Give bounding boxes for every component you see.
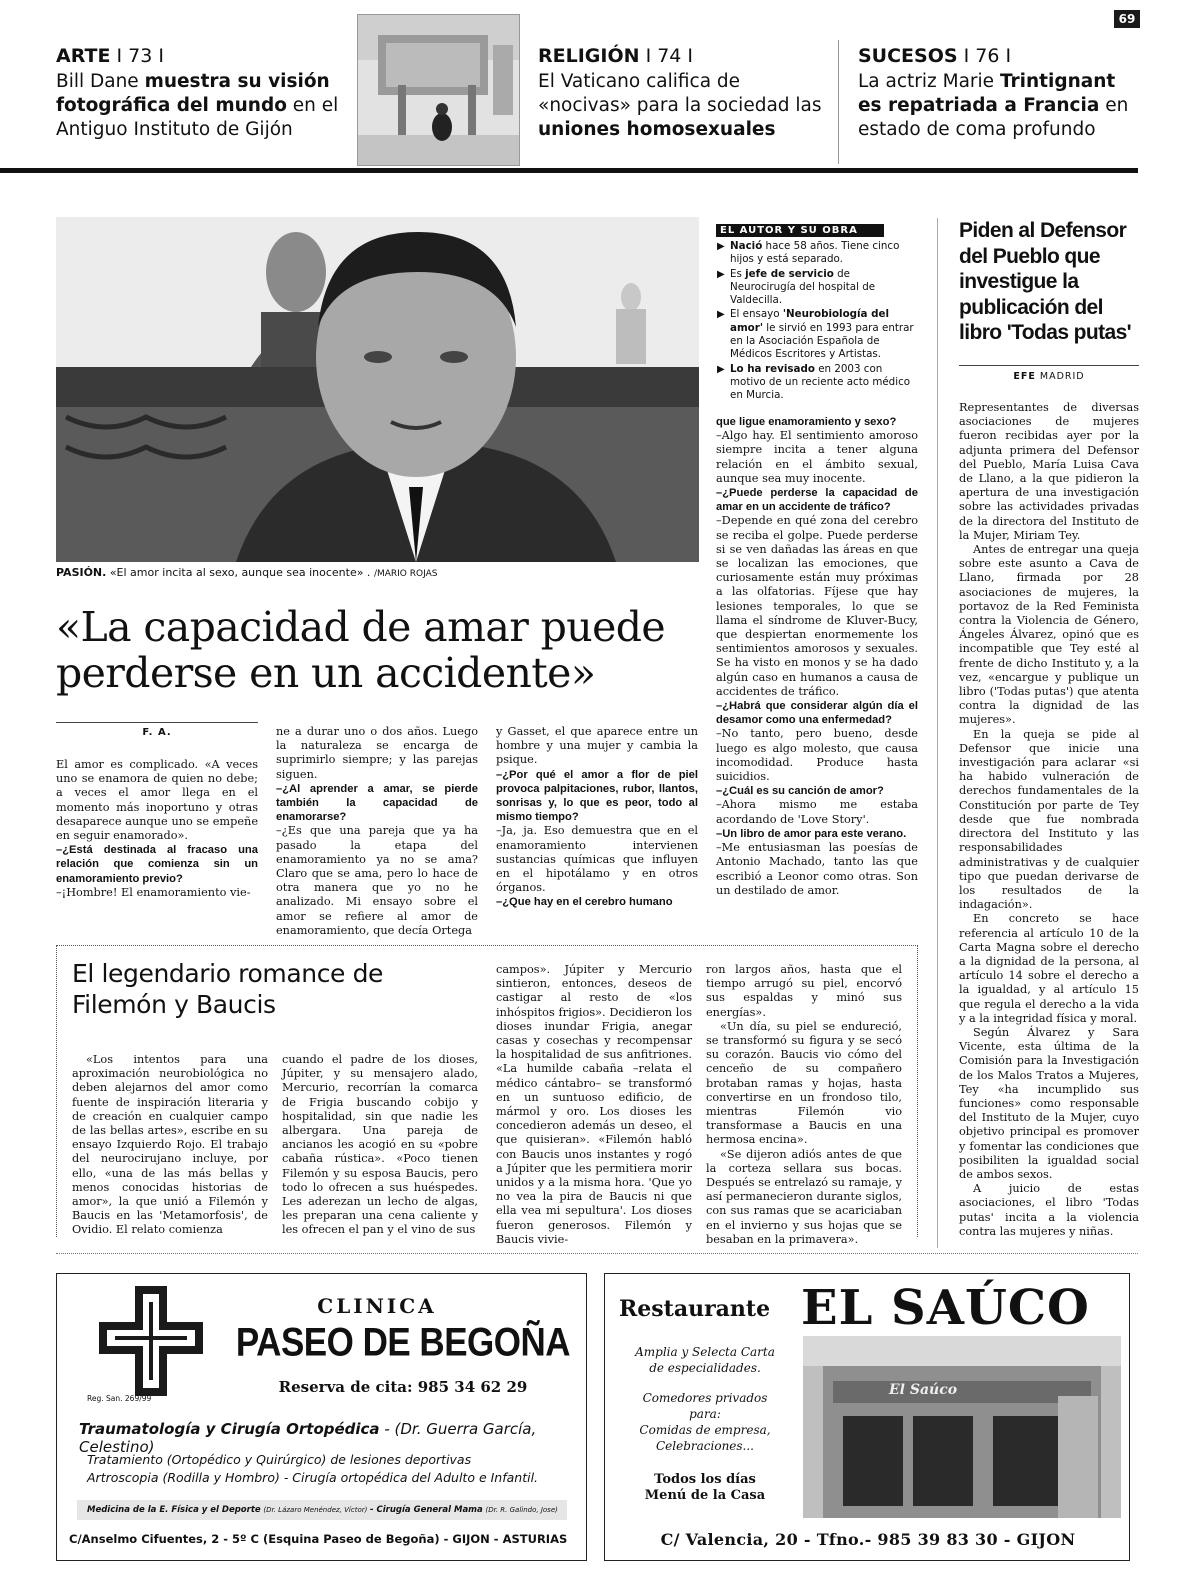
author-box-title: EL AUTOR Y SU OBRA: [716, 224, 884, 237]
author-item-text: Es: [730, 267, 746, 280]
clinic-specialty: [79, 1420, 579, 1456]
clinic-label: CLINICA: [317, 1294, 437, 1318]
clinic-specialty-doctor: - (Dr. Guerra García, Celestino): [79, 1420, 537, 1456]
side-body: [959, 401, 1139, 1239]
romance-paragraph: campos». Júpiter y Mercurio sintieron, entonces, deseos de castigar al resto de «los inhóspitos frigios». Decidieron los dioses inundar Frigia, anegar casas y cosechas y recompensar la hospitalidad de sus anfitriones. «La humilde cabaña –relata el médico cántabro– se transformó en un suntuoso edificio, de mármol y oro. Los dioses les concedieron además un deseo, el que quisieran». «Filemón habló con Baucis unos instantes y rogó a Júpiter que les permitiera morir unidos y a la misma hora. 'Que yo no vea la pira de Baucis ni que ella vea mi sepultura'. Los dioses fueron generosos. Filemón y Baucis vivie-: [496, 963, 692, 1246]
author-item: [716, 308, 918, 361]
caption-label: PASIÓN.: [56, 566, 107, 579]
author-item-text: jefe de servicio: [745, 267, 834, 280]
portrait-photo: [56, 217, 699, 562]
info-line: Comedores privados: [642, 1391, 768, 1405]
author-item: [716, 363, 918, 403]
column-divider: [937, 218, 938, 1248]
agency-name: EFE: [1013, 371, 1036, 382]
interview-answer: El amor es complicado. «A veces uno se enamora de quien no debe; a veces el amor llega en el momento más inoportuno y otras desaparece aunque uno se empeñe en seguir enamorado».: [56, 758, 258, 843]
author-item-text: hace 58 años. Tiene cinco hijos y está separado.: [730, 240, 900, 266]
teaser-section: SUCESOS: [858, 45, 958, 67]
restaurant-ad[interactable]: [604, 1273, 1130, 1561]
interview-answer: y Gasset, el que aparece entre un hombre y una mujer y cambia la psique.: [496, 725, 698, 767]
side-agency-rule: [959, 365, 1139, 366]
interview-answer: –No tanto, pero bueno, desde luego es algo molesto, que causa incomodidad. Produce hasta suicidios.: [716, 727, 918, 784]
interview-question: –¿Cuál es su canción de amor?: [716, 785, 884, 798]
info-line: Celebraciones...: [655, 1439, 754, 1453]
article-column-4: [716, 415, 918, 898]
restaurant-name: EL SAÚCO: [801, 1280, 1090, 1336]
gallery-illustration: [358, 15, 520, 166]
clinic-phone: Reserva de cita: 985 34 62 29: [278, 1378, 528, 1396]
interview-question: –¿Al aprender a amar, se pierde también la capacidad de enamorarse?: [276, 782, 478, 824]
author-item-text: le sirvió en 1993 para entrar en la Asociación Española de Médicos Escritores y Artistas.: [730, 321, 914, 361]
clinic-artroscopia: Artroscopia (Rodilla y Hombro) - Cirugía ortopédica del Adulto e Infantil.: [87, 1470, 539, 1485]
interview-question: –¿Que hay en el cerebro humano: [496, 896, 673, 909]
page-number: 69: [1114, 10, 1140, 28]
teaser-text-part: uniones homosexuales: [538, 119, 776, 140]
byline: F. A.: [142, 727, 172, 738]
romance-column-4: [706, 963, 902, 1247]
cross-logo-icon: [99, 1286, 203, 1396]
main-photo: [56, 217, 699, 562]
clinic-name: PASEO DE BEGOÑA: [235, 1320, 571, 1365]
article-column-2: [276, 725, 478, 938]
info-line: de especialidades.: [649, 1361, 761, 1375]
clinic-specialty-main: Traumatología y Cirugía Ortopédica: [79, 1420, 380, 1438]
info-line: Menú de la Casa: [644, 1488, 766, 1503]
teaser-text-part: El Vaticano califica de «nocivas» para la sociedad las: [538, 71, 822, 116]
teaser-arte[interactable]: [56, 44, 346, 142]
side-paragraph: En la queja se pide al Defensor que inicie una investigación para aclarar «si ha habido vulneración de derechos fundamentales de la Constitución por parte de Tey desde que fue nombrada directora del Instituto y las responsabilidades administrativas y de cualquier tipo que puedan derivarse de los resultados de la indagación».: [959, 727, 1139, 912]
byline-rule: [56, 722, 258, 723]
romance-headline: El legendario romance de Filemón y Baucis: [72, 959, 384, 1019]
teaser-page: I 74 I: [645, 45, 694, 67]
interview-answer: –Ahora mismo me estaba acordando de 'Love Story'.: [716, 798, 918, 826]
teaser-text-part: en estado de coma profundo: [858, 95, 1129, 140]
interview-answer: –¿Es que una pareja que ya ha pasado la etapa del enamoramiento ya no se ama? Claro que se ama, pero lo hace de otra manera que yo no he analizado. Mi ensayo sobre el amor se refiere al amor de enamoramiento, que decía Ortega: [276, 824, 478, 937]
restaurant-address: C/ Valencia, 20 - Tfno.- 985 39 83 30 - GIJON: [660, 1530, 1076, 1549]
top-rule: [0, 168, 1138, 173]
teaser-text: [56, 70, 346, 142]
romance-column-1: [72, 1053, 268, 1238]
teaser-text: [858, 70, 1138, 142]
teaser-text-part: La actriz Marie: [858, 71, 1000, 92]
clinic-tratamiento: Tratamiento (Ortopédico y Quirúrgico) de lesiones deportivas: [87, 1452, 472, 1467]
interview-answer: ne a durar uno o dos años. Luego la naturaleza se encarga de suprimirlo siempre; y las parejas siguen.: [276, 725, 478, 781]
interview-answer: –Ja, ja. Eso demuestra que en el enamoramiento intervienen sustancias químicas que influyen en el hipotálamo y en otros órganos.: [496, 824, 698, 895]
author-box: [716, 218, 918, 404]
teaser-text-part: Trintignant es repatriada a Francia: [858, 71, 1116, 116]
clinic-registration: Reg. San. 269/99: [87, 1394, 152, 1403]
author-box-items: [716, 240, 918, 403]
service-mama-doctor: (Dr. R. Galindo, Jose): [485, 1506, 558, 1514]
teaser-sucesos[interactable]: [858, 44, 1138, 142]
teaser-text-part: Bill Dane: [56, 71, 145, 92]
side-paragraph: Representantes de diversas asociaciones de mujeres fueron recibidas ayer por la adjunta primera del Defensor del Pueblo, María Luisa Cava de Llano, a la que pidieron la apertura de una investigación sobre las actividades privadas de la directora del Instituto de la Mujer, Miriam Tey.: [959, 401, 1139, 542]
romance-column-3: [496, 963, 692, 1247]
restaurant-label: Restaurante: [619, 1296, 771, 1322]
romance-paragraph: ron largos años, hasta que el tiempo arrugó su piel, encorvó sus espaldas y minó sus energías».: [706, 963, 902, 1019]
side-agency: [959, 371, 1139, 382]
info-line: para:: [689, 1407, 721, 1421]
triangle-bullet-icon: ▶: [717, 241, 725, 252]
info-line: Amplia y Selecta Carta: [635, 1345, 775, 1359]
side-paragraph: Según Álvarez y Sara Vicente, esta última de la Comisión para la Investigación de los Malos Tratos a Mujeres, Tey «ha incumplido sus funciones» como responsable del Instituto de la Mujer, cuyo objetivo principal es promover y fomentar las condiciones que posibiliten la igualdad social de ambos sexos.: [959, 1025, 1139, 1181]
triangle-bullet-icon: ▶: [717, 268, 725, 280]
romance-paragraph: «Los intentos para una aproximación neurobiológica no deben alejarnos del amor como fuente de inspiración literaria y de creación en cualquier campo de las bellas artes», escribe en su ensayo Izquierdo Rojo. El trabajo del neurocirujano incluye, por ello, «una de las más bellas y menos conocidas historias de amor», la que unió a Filemón y Baucis en las 'Metamorfosis', de Ovidio. El relato comienza: [72, 1053, 268, 1237]
service-sport: Medicina de la E. Física y el Deporte: [87, 1505, 261, 1515]
side-paragraph: En concreto se hace referencia al artículo 10 de la Carta Magna sobre el derecho a la dignidad de la persona, al artículo 14 sobre el derecho a la igualdad, y al artículo 15 que regula el derecho a la vida y a la integridad física y moral.: [959, 912, 1139, 1025]
teaser-section: ARTE: [56, 45, 111, 67]
author-item-text: en 2003 con motivo de un reciente acto médico en Murcia.: [730, 362, 911, 402]
service-mama: - Cirugía General Mama: [370, 1505, 483, 1515]
teaser-photo: [357, 14, 520, 166]
photo-caption: [56, 566, 696, 581]
interview-answer: –Me entusiasman las poesías de Antonio Machado, tanto las que escribió a Leonor como otras. Son un destilado de amor.: [716, 841, 918, 897]
teaser-page: I 73 I: [116, 45, 164, 67]
interview-answer: –Algo hay. El sentimiento amoroso siempre incita a tener alguna relación en el ámbito sexual, aunque sea muy inocente.: [716, 429, 918, 485]
teaser-text-part: en el Antiguo Instituto de Gijón: [56, 95, 339, 140]
restaurant-facade-photo: [803, 1336, 1121, 1518]
teaser-text-part: muestra su visión fotográfica del mundo: [56, 71, 330, 116]
author-item-text: El ensayo: [730, 308, 783, 321]
ad-divider: [56, 1253, 1138, 1254]
article-column-1: [56, 758, 258, 900]
romance-paragraph: «Se dijeron adiós antes de que la corteza sellara sus bocas. Después se entrelazó su ramaje, y así permanecieron durante siglos, con sus ramas que se acariciaban en el invierno y sus hojas que se besaban en la primavera».: [706, 1147, 902, 1246]
interview-answer: –Depende en qué zona del cerebro se reciba el golpe. Puede perderse si se ven dañadas las áreas en que se localizan las emociones, que curiosamente están muy próximas a las olfatorias. Fíjese que hay lesiones temporales, lo que se llama el síndrome de Kluver-Bucy, que despiertan enormemente los sentimientos amorosos y sexuales. Se ha visto en monos y se ha dado algún caso en humanos a causa de accidentes de tráfico.: [716, 514, 918, 698]
side-headline: Piden al Defensor del Pueblo que investigue la publicación del libro 'Todas putas': [959, 219, 1132, 344]
interview-question: que ligue enamoramiento y sexo?: [716, 416, 897, 428]
teaser-religion[interactable]: [538, 44, 828, 142]
clinic-address: C/Anselmo Cifuentes, 2 - 5º C (Esquina Paseo de Begoña) - GIJON - ASTURIAS: [69, 1532, 568, 1546]
caption-credit: /MARIO ROJAS: [373, 569, 438, 579]
info-line: Comidas de empresa,: [639, 1423, 771, 1437]
article-column-3: [496, 725, 698, 910]
author-item-text: de Neurocirugía del hospital de Valdecilla.: [730, 267, 876, 307]
side-paragraph: Antes de entregar una queja sobre este asunto a Cava de Llano, firmada por 28 asociaciones de mujeres, la portavoz de la Red Feminista contra la Violencia de Género, Ángeles Álvarez, opinó que es incompatible que Tey esté al frente de dicho Instituto y, a la vez, «encargue y publique un libro ('Todas putas') que atenta contra la dignidad de las mujeres».: [959, 543, 1139, 727]
main-headline: «La capacidad de amar puede perderse en un accidente»: [56, 603, 666, 697]
author-item: [716, 268, 918, 308]
teaser-text: [538, 70, 828, 142]
interview-question: –¿Por qué el amor a flor de piel provoca palpitaciones, rubor, llantos, sonrisas y, lo que es peor, todo al mismo tiempo?: [496, 768, 698, 824]
interview-question: –¿Está destinada al fracaso una relación que comienza sin un enamoramiento previo?: [56, 844, 258, 885]
triangle-bullet-icon: ▶: [717, 309, 725, 321]
romance-paragraph: cuando el padre de los dioses, Júpiter, y su mensajero alado, Mercurio, recorrían la comarca de Frigia buscando cobijo y hospitalidad, sin que nadie les albergara. Una pareja de ancianos les acogió en su «pobre cabaña rústica». «Poco tienen Filemón y su esposa Baucis, pero todo lo ofrecen a sus huéspedes. Les aderezan un lecho de algas, les preparan una cena caliente y les ofrecen el pan y el vino de sus: [282, 1053, 478, 1237]
triangle-bullet-icon: ▶: [717, 363, 725, 375]
restaurant-sign: El Saúco: [889, 1382, 958, 1398]
caption-text: «El amor incita al sexo, aunque sea inocente» .: [109, 566, 371, 579]
author-item-text: Nació: [730, 240, 763, 252]
author-item-text: 'Neurobiología del amor': [730, 308, 889, 334]
interview-answer: –¡Hombre! El enamoramiento vie-: [56, 885, 251, 899]
author-item-text: Lo ha revisado: [730, 362, 815, 375]
romance-column-2: [282, 1053, 478, 1238]
romance-paragraph: «Un día, su piel se endureció, se transformó su figura y se secó su corazón. Baucis vio cómo del cenceño de su compañero brotaban ramas y hojas, hasta convertirse en un frondoso tilo, mientras Filemón vio transformase a Baucis en una hermosa encina».: [706, 1019, 902, 1147]
author-item: [716, 240, 918, 267]
interview-question: –Un libro de amor para este verano.: [716, 827, 907, 840]
service-sport-doctor: (Dr. Lázaro Menéndez, Víctor): [263, 1506, 368, 1514]
info-line: Todos los días: [654, 1472, 756, 1487]
interview-question: –¿Habrá que considerar algún día el desamor como una enfermedad?: [716, 700, 918, 727]
clinic-ad[interactable]: [56, 1273, 587, 1561]
clinic-services: [77, 1500, 567, 1520]
side-paragraph: A juicio de estas asociaciones, el libro 'Todas putas' incita a la violencia contra las mujeres y niñas.: [959, 1182, 1139, 1238]
teaser-page: I 76 I: [963, 45, 1012, 67]
interview-question: –¿Puede perderse la capacidad de amar en un accidente de tráfico?: [716, 487, 918, 514]
agency-city: MADRID: [1039, 371, 1085, 382]
teaser-divider: [838, 40, 839, 164]
restaurant-info: [615, 1344, 795, 1504]
teaser-section: RELIGIÓN: [538, 45, 640, 67]
